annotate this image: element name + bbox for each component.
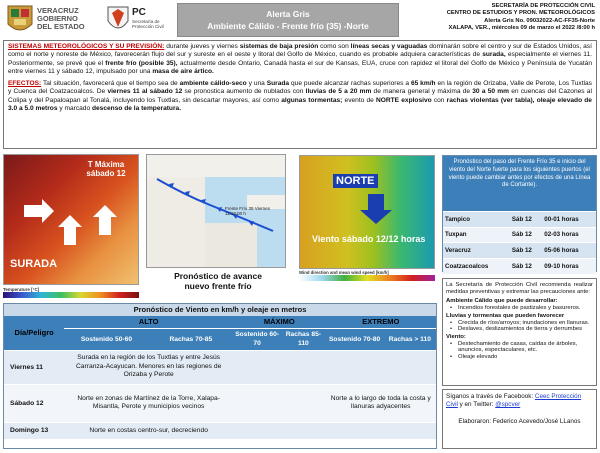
- col-alto: ALTO: [64, 316, 233, 328]
- text-run: actualmente desde Ontario, Canadá hasta el sur de Kansas, EUA, cruce con rapidez el litoral del Golfo de México y Península de Yucatán entre viernes 11 y sábado 12, impulsado por una: [8, 59, 592, 75]
- wind-time-label: Viento sábado 12/12 horas: [312, 234, 426, 244]
- table-row: [443, 243, 596, 259]
- subheader-cell: Rachas > 110: [384, 328, 436, 350]
- twitter-link[interactable]: @spcver: [495, 401, 521, 408]
- subheader-cell: Sostenido 60-70: [233, 328, 281, 350]
- maximo-cell: [233, 422, 325, 439]
- text-run: lluvias de 5 a 20 mm: [305, 88, 372, 96]
- port-time: 09-10 horas: [542, 258, 596, 274]
- social-footer: [442, 389, 597, 449]
- arrow-down-icon: [300, 156, 435, 269]
- port-name: Coatzacoalcos: [443, 258, 510, 274]
- bulletin-date: XALAPA, VER., miércoles 09 de marzo el 2022 /8:00 h: [448, 24, 595, 31]
- text-run: y marcado: [59, 105, 91, 113]
- veracruz-logo: [6, 4, 106, 36]
- text-run: que puede alcanzar rachas superiores a: [291, 80, 410, 88]
- text-run: NORTE explosivo: [376, 96, 432, 104]
- alto-cell: Surada en la región de los Tuxtlas y entre Jesús Carranza-Acayucan. Menores en las regiones de Orizaba y Perote: [64, 350, 233, 384]
- port-day: Sáb 12: [510, 258, 542, 274]
- table-header-row: [4, 316, 436, 328]
- col-day: Día/Peligro: [4, 316, 64, 350]
- facebook-link[interactable]: Ceec Protección Civil: [446, 393, 582, 408]
- alto-cell: Norte en costas centro-sur, decreciendo: [64, 422, 233, 439]
- max-temp-label: T Máxima sábado 12: [86, 160, 126, 178]
- forecast-text: [3, 40, 597, 149]
- follow-prefix: Síganos a través de Facebook:: [446, 393, 534, 400]
- table-row: [4, 422, 436, 439]
- shield-icon: [106, 5, 130, 35]
- advice-item: • Oleaje elevado: [446, 354, 593, 361]
- effects-heading: EFECTOS:: [8, 80, 42, 88]
- follow-text: [446, 393, 593, 409]
- port-day: Sáb 12: [510, 227, 542, 243]
- cold-front-map: [146, 154, 286, 268]
- text-run: y una: [248, 80, 265, 88]
- wind-colorbar: [299, 275, 435, 281]
- day-cell: Viernes 11: [4, 350, 64, 384]
- front-time-label: Frente Frío 35 Viernes 11/18:00 h: [225, 206, 270, 216]
- authors: Elaboraron: Federico Acevedo/José LLanos: [458, 418, 581, 425]
- surada-label: SURADA: [10, 258, 58, 270]
- text-run: en la región de Orizaba, Valle de Perote, Los Tuxtlas y Cuenca del Coatzacoalcos. De: [8, 80, 592, 96]
- table-row: [4, 350, 436, 384]
- port-time: 00-01 horas: [542, 212, 596, 228]
- table-row: [4, 384, 436, 422]
- text-run: ambiente cálido-seco: [179, 80, 247, 88]
- subheader-cell: Rachas 70-85: [149, 328, 233, 350]
- proteccion-civil-logo: [106, 4, 174, 36]
- alert-title: Alerta Gris: [266, 9, 310, 19]
- temperature-colorbar: [3, 292, 139, 298]
- bulletin-number: Alerta Gris No. 09032022-AC-FF35-Norte: [484, 17, 595, 24]
- col-maximo: MÁXIMO: [233, 316, 325, 328]
- port-day: Sáb 12: [510, 212, 542, 228]
- advice-item: • Deslaves, deslizamientos de tierra y derrumbes: [446, 326, 593, 333]
- max-temperature-map: [3, 154, 139, 285]
- advice-section-heat: Ambiente Cálido que puede desarrollar:: [446, 298, 558, 305]
- advice-section-rain: Lluvias y tormentas que pueden favorecer: [446, 312, 565, 319]
- norte-label: NORTE: [333, 174, 378, 188]
- wind-scale: [299, 270, 435, 284]
- extremo-cell: [325, 422, 436, 439]
- text-run: descenso de la temperatura.: [91, 105, 182, 113]
- logo-line-2: GOBIERNO: [37, 14, 78, 23]
- text-run: líneas secas y vaguadas: [350, 43, 428, 50]
- text-run: durante jueves y viernes: [166, 43, 238, 50]
- port-name: Veracruz: [443, 243, 510, 259]
- advice-section-wind: Viento:: [446, 333, 466, 340]
- text-run: masa de aire ártico.: [152, 67, 214, 75]
- text-run: 65 km/h: [410, 80, 436, 88]
- scale-caption: Wind direction and mean wind speed [km/h]: [299, 270, 389, 275]
- port-name: Tampico: [443, 212, 510, 228]
- table-row: [443, 258, 596, 274]
- text-run: dominarán sobre el centro y sur de Estados Unidos, así como el norte y noreste de México, favorecerán flujo del sur y sureste en el oeste y litoral del Golfo de México, cuando es probable adquiera características de: [8, 43, 592, 59]
- subheader-cell: Rachas 85-110: [281, 328, 325, 350]
- advice-intro: La Secretaría de Protección Civil recomienda realizar medidas preventivas y extremar las precauciones ante:: [446, 282, 593, 295]
- alert-banner: [177, 3, 399, 37]
- front-map-caption: Pronóstico de avance nuevo frente frío: [174, 271, 262, 291]
- logo-line-3: DEL ESTADO: [37, 22, 85, 31]
- port-time: 02-03 horas: [542, 227, 596, 243]
- day-cell: Domingo 13: [4, 422, 64, 439]
- text-run: oleaje elevado de 3.0 a 5.0 metros: [8, 96, 592, 113]
- port-day: Sáb 12: [510, 243, 542, 259]
- text-run: se pronostica aumento de nublados con: [184, 88, 304, 96]
- agency-line: SECRETARÍA DE PROTECCIÓN CIVIL: [491, 3, 595, 9]
- pc-title: PC: [132, 7, 146, 18]
- text-run: de manera general y máxima de: [373, 88, 471, 96]
- text-run: sistemas de baja presión: [239, 43, 319, 50]
- extremo-cell: Norte a lo largo de toda la costa y llanuras adyacentes: [325, 384, 436, 422]
- text-run: en cuencas del Cazones al Colipa y del Papaloapan al Tonalá, incluyendo los Tuxtlas, sin descartar mayores, así como: [8, 88, 592, 104]
- table-subheader-row: [4, 328, 436, 350]
- wind-table: [4, 316, 436, 439]
- table-row: [443, 227, 596, 243]
- pc-subtitle: Secretaría de Protección Civil: [132, 19, 164, 29]
- text-run: como son: [320, 43, 349, 50]
- ports-forecast: [442, 155, 597, 272]
- text-run: algunas tormentas;: [281, 96, 343, 104]
- state-seal-icon: [6, 4, 34, 36]
- subheader-cell: Sostenido 70-80: [325, 328, 383, 350]
- systems-paragraph: [8, 43, 592, 76]
- land-area: [147, 155, 286, 177]
- effects-paragraph: [8, 80, 592, 113]
- text-run: surada,: [482, 51, 506, 59]
- alert-subtitle: Ambiente Cálido - Frente frío (35) -Norte: [207, 21, 369, 31]
- follow-mid: y en Twitter:: [459, 401, 494, 408]
- wind-forecast-map: [299, 155, 435, 269]
- ports-heading: Pronóstico del paso del Frente Frío 35 e inicio del viento del Norte fuerte para los siguientes puertos (el viento puede cambiar antes por efectos de una Línea de Cortante).: [443, 156, 596, 211]
- header: [3, 2, 597, 38]
- advice-item: • Incendios forestales de pastizales y basureros.: [446, 305, 593, 312]
- scale-caption: Temperature [°C]: [3, 287, 40, 292]
- maximo-cell: [233, 384, 325, 422]
- col-extremo: EXTREMO: [325, 316, 436, 328]
- wind-forecast: [3, 303, 437, 449]
- alto-cell: Norte en zonas de Martínez de la Torre, Xalapa-Misantla, Perote y municipios vecinos: [64, 384, 233, 422]
- subheader-cell: Sostenido 50-60: [64, 328, 148, 350]
- day-cell: Sábado 12: [4, 384, 64, 422]
- text-run: Tal situación, favorecerá que el tiempo sea de: [43, 80, 178, 88]
- advice-item: • Crecida de ríos/arroyos; inundaciones en llanuras.: [446, 320, 593, 327]
- text-run: evento de: [344, 96, 374, 104]
- extremo-cell: [325, 350, 436, 384]
- agency-info: [395, 3, 595, 32]
- table-row: [443, 212, 596, 228]
- text-run: viernes 11 al sábado 12: [107, 88, 183, 96]
- text-run: con: [433, 96, 445, 104]
- port-name: Tuxpan: [443, 227, 510, 243]
- text-run: frente frío (posible 35),: [105, 59, 178, 67]
- text-run: 30 a 50 mm: [472, 88, 509, 96]
- maximo-cell: [233, 350, 325, 384]
- wind-table-title: Pronóstico de Viento en km/h y oleaje en metros: [4, 304, 436, 316]
- text-run: Surada: [266, 80, 290, 88]
- recommendations: [442, 278, 597, 386]
- systems-heading: SISTEMAS METEOROLÓGICOS Y SU PREVISIÓN:: [8, 43, 165, 50]
- text-run: especialmente el viernes 11. Posteriormente, se prevé que el: [8, 51, 592, 67]
- agency-line: CENTRO DE ESTUDIOS Y PRON. METEOROLÓGICOS: [446, 10, 595, 17]
- cold-front-line-icon: [155, 175, 275, 235]
- ports-table: [443, 211, 596, 274]
- text-run: rachas violentas (ver tabla),: [446, 96, 535, 104]
- temperature-scale: [3, 287, 139, 302]
- port-time: 05-06 horas: [542, 243, 596, 259]
- advice-item: • Destechamiento de casas, caídas de árboles, anuncios, espectaculares, etc.: [446, 341, 593, 354]
- logo-line-1: VERACRUZ: [37, 6, 79, 15]
